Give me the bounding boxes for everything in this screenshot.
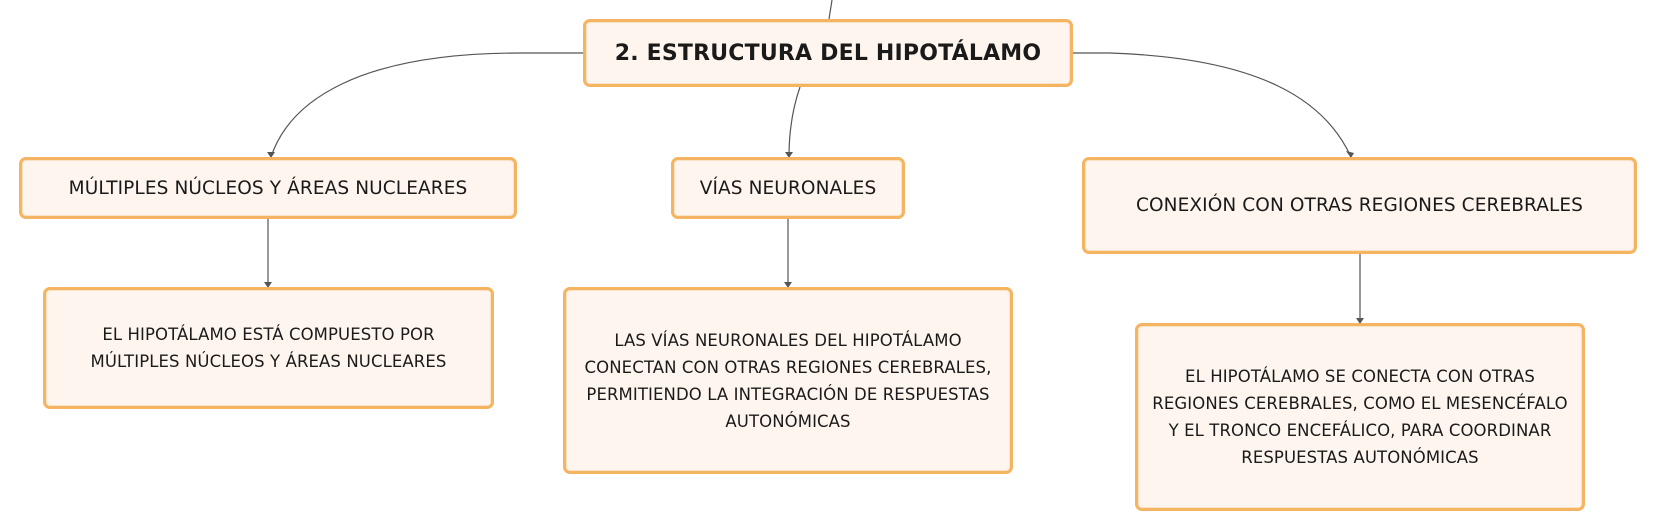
detail-text: EL HIPOTÁLAMO ESTÁ COMPUESTO POR MÚLTIPLES NÚCLEOS Y ÁREAS NUCLEARES — [90, 325, 447, 371]
root-title: 2. ESTRUCTURA DEL HIPOTÁLAMO — [614, 40, 1042, 66]
detail-node-conexion-regiones[interactable] — [1135, 323, 1585, 511]
detail-text: LAS VÍAS NEURONALES DEL HIPOTÁLAMO CONECTAN CON OTRAS REGIONES CEREBRALES, PERMITIENDO LA INTEGRACIÓN DE RESPUESTAS AUTONÓMICAS — [584, 330, 992, 431]
connector-from-parent — [829, 0, 832, 19]
connector-root-to-vias-neuronales — [789, 87, 800, 157]
detail-text: EL HIPOTÁLAMO SE CONECTA CON OTRAS REGIONES CEREBRALES, COMO EL MESENCÉFALO Y EL TRONCO ENCEFÁLICO, PARA COORDINAR RESPUESTAS AUTONÓMICAS — [1152, 367, 1568, 467]
branch-node-conexion-regiones[interactable] — [1082, 157, 1637, 254]
branch-label: VÍAS NEURONALES — [699, 177, 877, 199]
connector-root-to-multiples-nucleos — [271, 53, 583, 157]
branch-node-vias-neuronales[interactable] — [671, 157, 905, 219]
connector-root-to-conexion — [1073, 53, 1351, 157]
branch-label: CONEXIÓN CON OTRAS REGIONES CEREBRALES — [1135, 195, 1584, 216]
root-node[interactable] — [583, 19, 1073, 87]
branch-label: MÚLTIPLES NÚCLEOS Y ÁREAS NUCLEARES — [68, 177, 468, 199]
detail-node-multiples-nucleos[interactable] — [43, 287, 494, 409]
detail-node-vias-neuronales[interactable] — [563, 287, 1013, 474]
branch-node-multiples-nucleos[interactable] — [19, 157, 517, 219]
